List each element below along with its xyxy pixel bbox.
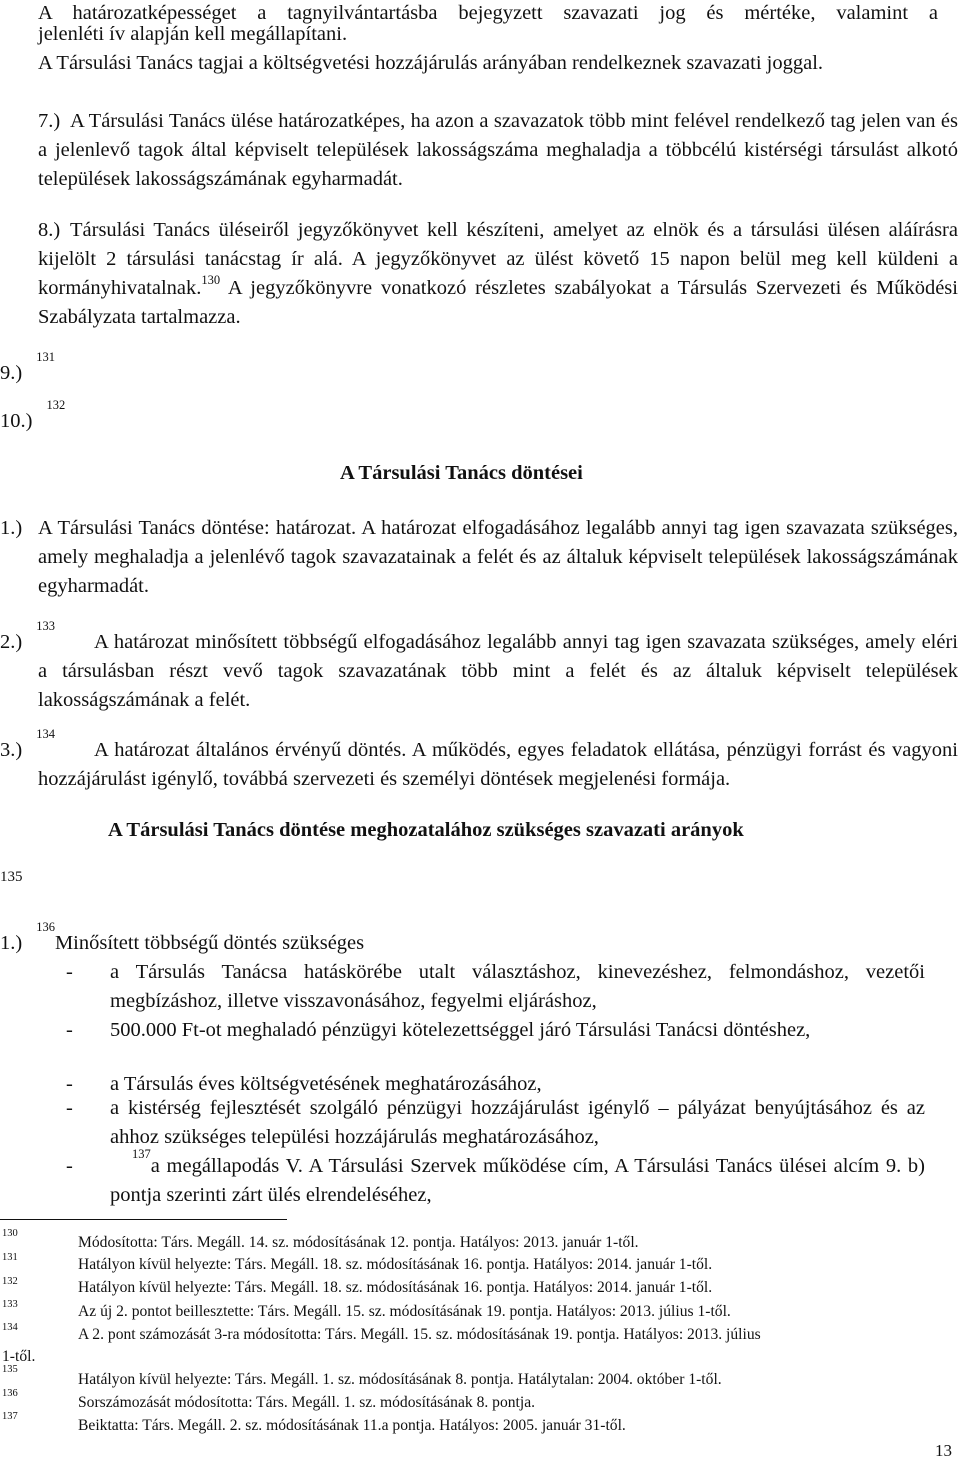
list-item <box>66 958 960 1016</box>
footnote-text: Módosította: Társ. Megáll. 14. sz. módosításának 12. pontja. Hatályos: 2013. január 1-től. <box>78 1234 639 1251</box>
decision-1 <box>38 514 958 601</box>
decision-1-number: 1.) <box>0 517 23 539</box>
footnote-number: 130 <box>2 1228 18 1239</box>
footnote-text: Hatályon kívül helyezte: Társ. Megáll. 18. sz. módosításának 16. pontja. Hatályos: 2014. január 1-től. <box>78 1279 713 1296</box>
list-dash: - <box>66 1019 73 1041</box>
voting-rule-1-title: Minősített többségű döntés szükséges <box>54 932 365 954</box>
footnote-text: Az új 2. pontot beillesztette: Társ. Megáll. 15. sz. módosításának 19. pontja. Hatályos: 2013. július 1-től. <box>78 1303 731 1320</box>
footnote-number: 134 <box>2 1322 18 1333</box>
footnote-separator <box>0 1219 287 1220</box>
footnote-number: 131 <box>2 1252 18 1263</box>
page-number: 13 <box>935 1441 952 1460</box>
paragraph-8-number: 8.) <box>38 219 61 241</box>
footnote-ref-134[interactable]: 134 <box>36 727 55 742</box>
footnote-ref-135[interactable]: 135 <box>0 869 23 885</box>
decision-3-number: 3.)$^{134}$ <box>0 727 55 761</box>
footnote-ref-137[interactable]: 137 <box>132 1147 151 1162</box>
list-item-text: a Társulás éves költségvetésének meghatározásához, <box>110 1073 542 1095</box>
list-dash: - <box>66 961 73 983</box>
paragraph-10-number: 10.) <box>0 410 33 432</box>
list-dash: - <box>66 1073 73 1095</box>
list-dash: - <box>66 1155 73 1177</box>
list-item <box>66 1016 960 1074</box>
paragraph-8-text-a: Társulási Tanács üléseiről jegyzőkönyvet kell készíteni, amelyet az elnök és a társulási ülésen aláírásra kijelölt 2 társulási tanácstag ír alá. A jegyzőkönyvet az ülést követő 15 napon belül meg kell küldeni a kormányhivatalnak. <box>38 219 958 299</box>
section-heading-decisions: A Társulási Tanács döntései <box>340 462 583 484</box>
footnote-ref-130[interactable]: 130 <box>201 273 221 288</box>
paragraph-8-text-b: A jegyzőkönyvre vonatkozó részletes szabályokat a Társulás Szervezeti és Működési Szabályzata tartalmazza. <box>38 277 958 328</box>
footnote-text: Sorszámozását módosította: Társ. Megáll. 1. sz. módosításának 8. pontja. <box>78 1394 536 1411</box>
footnote-ref-136[interactable]: 136 <box>36 920 55 935</box>
list-item-text: 500.000 Ft-ot meghaladó pénzügyi kötelezettséggel járó Társulási Tanácsi döntéshez, <box>110 1019 811 1041</box>
footnote-number: 135 <box>2 1364 18 1375</box>
footnote-number: 133 <box>2 1299 18 1310</box>
paragraph-9 <box>0 350 55 388</box>
list-item-text: $^{137}$a megállapodás V. A Társulási Szervek működése cím, A Társulási Tanács ülései alcím 9. b) pontja szerinti zárt ülés elrendeléséhez, <box>110 1147 925 1206</box>
voting-rule-1 <box>0 920 365 958</box>
paragraph-9-number: 9.) <box>0 362 23 384</box>
section-heading-voting-ratios: A Társulási Tanács döntése meghozatalához szükséges szavazati arányok <box>108 819 744 841</box>
footnote-text: Beiktatta: Társ. Megáll. 2. sz. módosításának 11.a pontja. Hatályos: 2005. január 31-től. <box>78 1417 626 1434</box>
intro-line-3: A Társulási Tanács tagjai a költségvetési hozzájárulás arányában rendelkeznek szavazati joggal. <box>38 52 824 74</box>
paragraph-7-number: 7.) <box>38 110 61 132</box>
paragraph-7 <box>38 107 958 194</box>
footnote-number: 137 <box>2 1411 18 1422</box>
footnote-ref-133[interactable]: 133 <box>36 619 55 634</box>
list-dash: - <box>66 1097 73 1119</box>
decision-3 <box>38 736 958 794</box>
paragraph-7-text: A Társulási Tanács ülése határozatképes, ha azon a szavazatok több mint felével rendelkező tag jelen van és a jelenlevő tagok által képviselt települések lakosságszáma meghaladja a többcélú kistérségi társulást alkotó települések lakosságszámának egyharmadát. <box>38 110 958 190</box>
decision-3-text: A határozat általános érvényű döntés. A működés, egyes feladatok ellátása, pénzügyi forrást és vagyoni hozzájárulást igénylő, továbbá szervezeti és személyi döntések megjelenési formája. <box>38 739 958 790</box>
list-item <box>66 1147 960 1210</box>
footnote-text: A 2. pont számozását 3-ra módosította: Társ. Megáll. 15. sz. módosításának 19. pontja. Hatályos: 2013. július <box>78 1326 761 1343</box>
footnote-number: 132 <box>2 1276 18 1287</box>
intro-line-2: jelenléti ív alapján kell megállapítani. <box>38 23 348 45</box>
footnote-text-continued: 1-től. <box>2 1348 36 1365</box>
footnote-ref-131[interactable]: 131 <box>36 350 55 365</box>
list-item-text: a kistérség fejlesztését szolgáló pénzügyi hozzájárulást igénylő – pályázat benyújtásához és az ahhoz szükséges települési hozzájárulás meghatározásához, <box>110 1097 925 1148</box>
footnote-text: Hatályon kívül helyezte: Társ. Megáll. 1. sz. módosításának 8. pontja. Hatálytalan: 2004. október 1-től. <box>78 1371 722 1388</box>
intro-line-1: A határozatképességet a tagnyilvántartásba bejegyzett szavazati jog és mértéke, valamint a <box>38 2 938 24</box>
voting-rule-1-number: 1.) <box>0 932 23 954</box>
decision-2-number: 2.)$^{133}$ <box>0 619 55 653</box>
footnote-ref-132[interactable]: 132 <box>46 398 66 413</box>
paragraph-10 <box>0 398 66 436</box>
list-item <box>66 1094 960 1152</box>
paragraph-8 <box>38 216 958 332</box>
footnote-number: 136 <box>2 1388 18 1399</box>
decision-1-text: A Társulási Tanács döntése: határozat. A határozat elfogadásához legalább annyi tag igen szavazata szükséges, amely meghaladja a jelenlévő tagok szavazatainak a felét és az általuk képviselt települések lakosságszámának egyharmadát. <box>38 517 958 597</box>
decision-2-text: A határozat minősített többségű elfogadásához legalább annyi tag igen szavazata szükséges, amely eléri a társulásban részt vevő tagok szavazatának több mint a felét és az általuk képviselt települések lakosságszámának a felét. <box>38 631 958 711</box>
footnote-text: Hatályon kívül helyezte: Társ. Megáll. 18. sz. módosításának 16. pontja. Hatályos: 2014. január 1-től. <box>78 1256 713 1273</box>
decision-2 <box>38 628 958 715</box>
list-item-text: a Társulás Tanácsa hatáskörébe utalt választáshoz, kinevezéshez, felmondáshoz, vezetői megbízáshoz, illetve visszavonásához, fegyelmi eljáráshoz, <box>110 961 925 1012</box>
